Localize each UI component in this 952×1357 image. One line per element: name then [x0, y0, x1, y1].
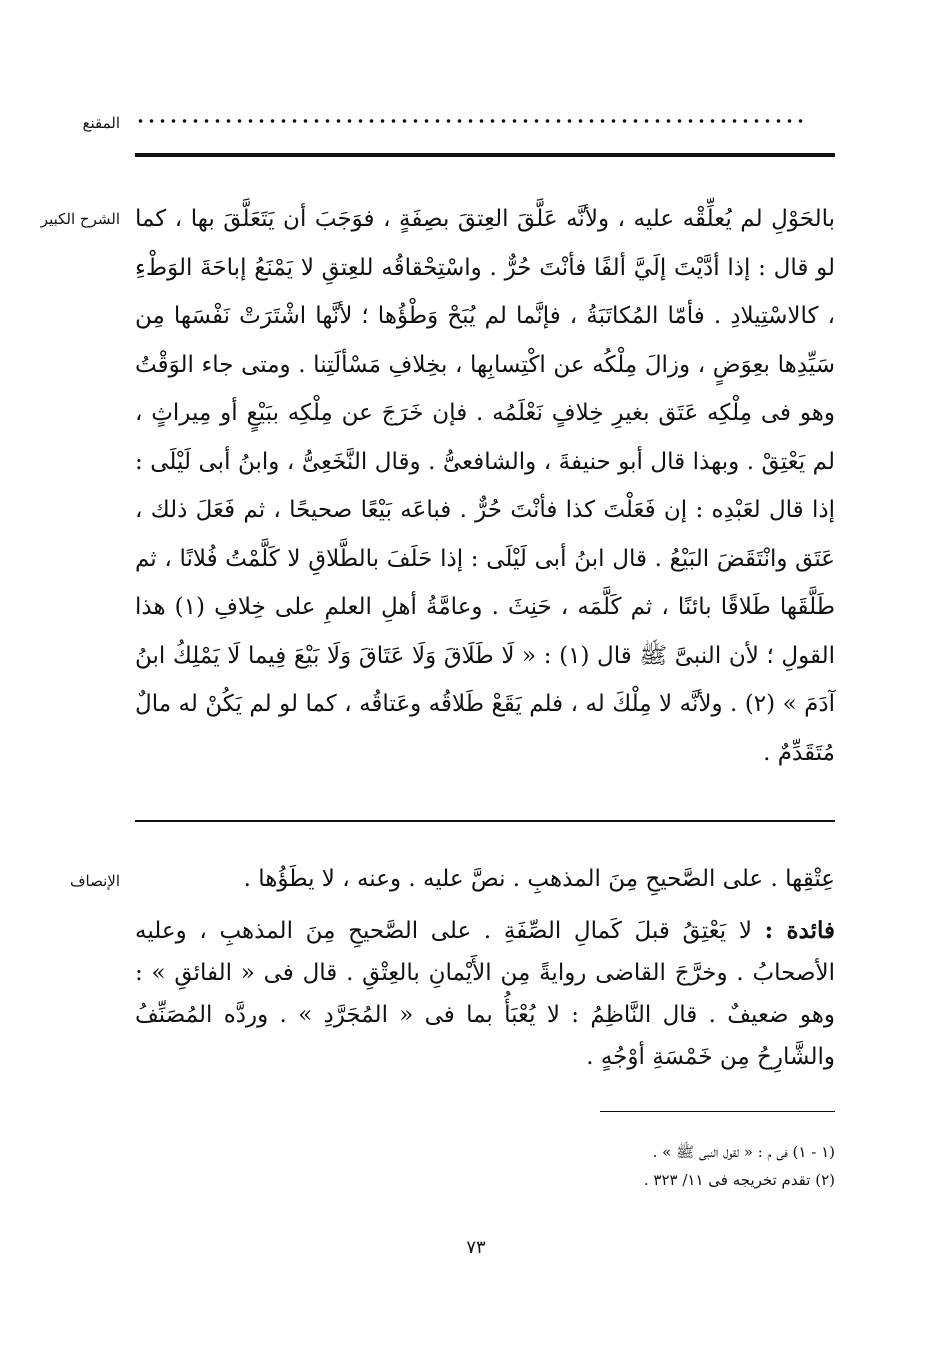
side-label-insaf: الإنصاف — [69, 872, 120, 890]
faida-text: لا يَعْتِقُ قبلَ كَمالِ الصِّفَةِ . على الصَّحيحِ مِنَ المذهبِ ، وعليه الأصحابُ . وخرَّجَ القاضى روايةً مِن الأَيْمانِ بالعِتْقِ . قال فى « الفائقِ » : وهو ضعيفٌ . قال النَّاظِمُ : لا يُعْبَأُ بما فى « المُجَرَّدِ » . وردَّه المُصَنِّفُ والشَّارِحُ مِن خَمْسَةِ أوْجُهٍ . — [135, 918, 835, 1070]
insaf-first-line: عِتْقِها . على الصَّحيحِ مِنَ المذهبِ . نصَّ عليه . وعنه ، لا يطَؤُها . — [243, 866, 835, 892]
running-head: المقنع — [82, 114, 120, 132]
footnote-rule — [600, 1111, 835, 1112]
faida-label: فائدة : — [764, 917, 836, 944]
header-dotted-leader — [135, 118, 805, 124]
footnote-2: (٢) تقدم تخريجه فى ١١/ ٣٢٣ . — [643, 1171, 835, 1189]
side-label-sharh: الشرح الكبير — [40, 210, 120, 228]
footnotes — [135, 1138, 835, 1194]
page-number: ٧٣ — [466, 1237, 486, 1258]
section-divider — [135, 820, 835, 822]
header-rule — [135, 153, 835, 157]
insaf-faida-paragraph — [135, 910, 835, 1078]
sharh-paragraph: بالحَوْلِ لم يُعلِّقْه عليه ، ولأنَّه عَلَّقَ العِتقَ بصِفَةٍ ، فوَجَبَ أن يَتَعَلَّقَ بها ، كما لو قال : إذا أدَّيْتَ إلَيَّ ألفًا فأنْتَ حُرٌّ . واسْتِحْقاقُه للعِتقِ لا يَمْنَعُ إباحَةَ الوَطْءِ ، كالاسْتِيلادِ . فأمّا المُكاتَبَةُ ، فإنَّما لم يُبَحْ وَطْؤُها ؛ لأنَّها اشْتَرَتْ نَفْسَها مِن سَيِّدِها بعِوَضٍ ، وزالَ مِلْكُه عن اكْتِسابِها ، بخِلافِ مَسْألَتِنا . ومتى جاء الوَقْتُ وهو فى مِلْكِه عَتَق بغيرِ خِلافٍ نَعْلَمُه . فإن خَرَجَ عن مِلْكِه ببَيْعٍ أو مِيراثٍ ، لم يَعْتِقْ . وبهذا قال أبو حنيفةَ ، والشافعىُّ . وقال النَّخَعِىُّ ، وابنُ أبى لَيْلَى : إذا قال لعَبْدِه : إن فَعَلْتَ كذا فأنْتَ حُرٌّ . فباعَه بَيْعًا صحيحًا ، ثم فَعَلَ ذلك ، عَتَق وانْتَقَضَ البَيْعُ . قال ابنُ أبى لَيْلَى : إذا حَلَفَ بالطَّلاقِ لا كَلَّمْتُ فُلانًا ، ثم طَلَّقَها طَلاقًا بائنًا ، ثم كَلَّمَه ، حَنِثَ . وعامَّةُ أهلِ العلمِ على خِلافِ (١) هذا القولِ ؛ لأن النبىَّ ﷺ قال (١) : « لَا طَلَاقَ وَلَا عَتَاقَ وَلَا بَيْعَ فِيما لَا يَمْلِكُ ابنُ آدَمَ » (٢) . ولأنَّه لا مِلْكَ له ، فلم يَقَعْ طَلاقُه وعَتاقُه ، كما لو لم يَكُنْ له مالٌ مُتَقَدِّمٌ . — [135, 206, 835, 766]
footnote-1: (١ - ١) فى م : « لقول النبى ﷺ » . — [652, 1143, 835, 1161]
